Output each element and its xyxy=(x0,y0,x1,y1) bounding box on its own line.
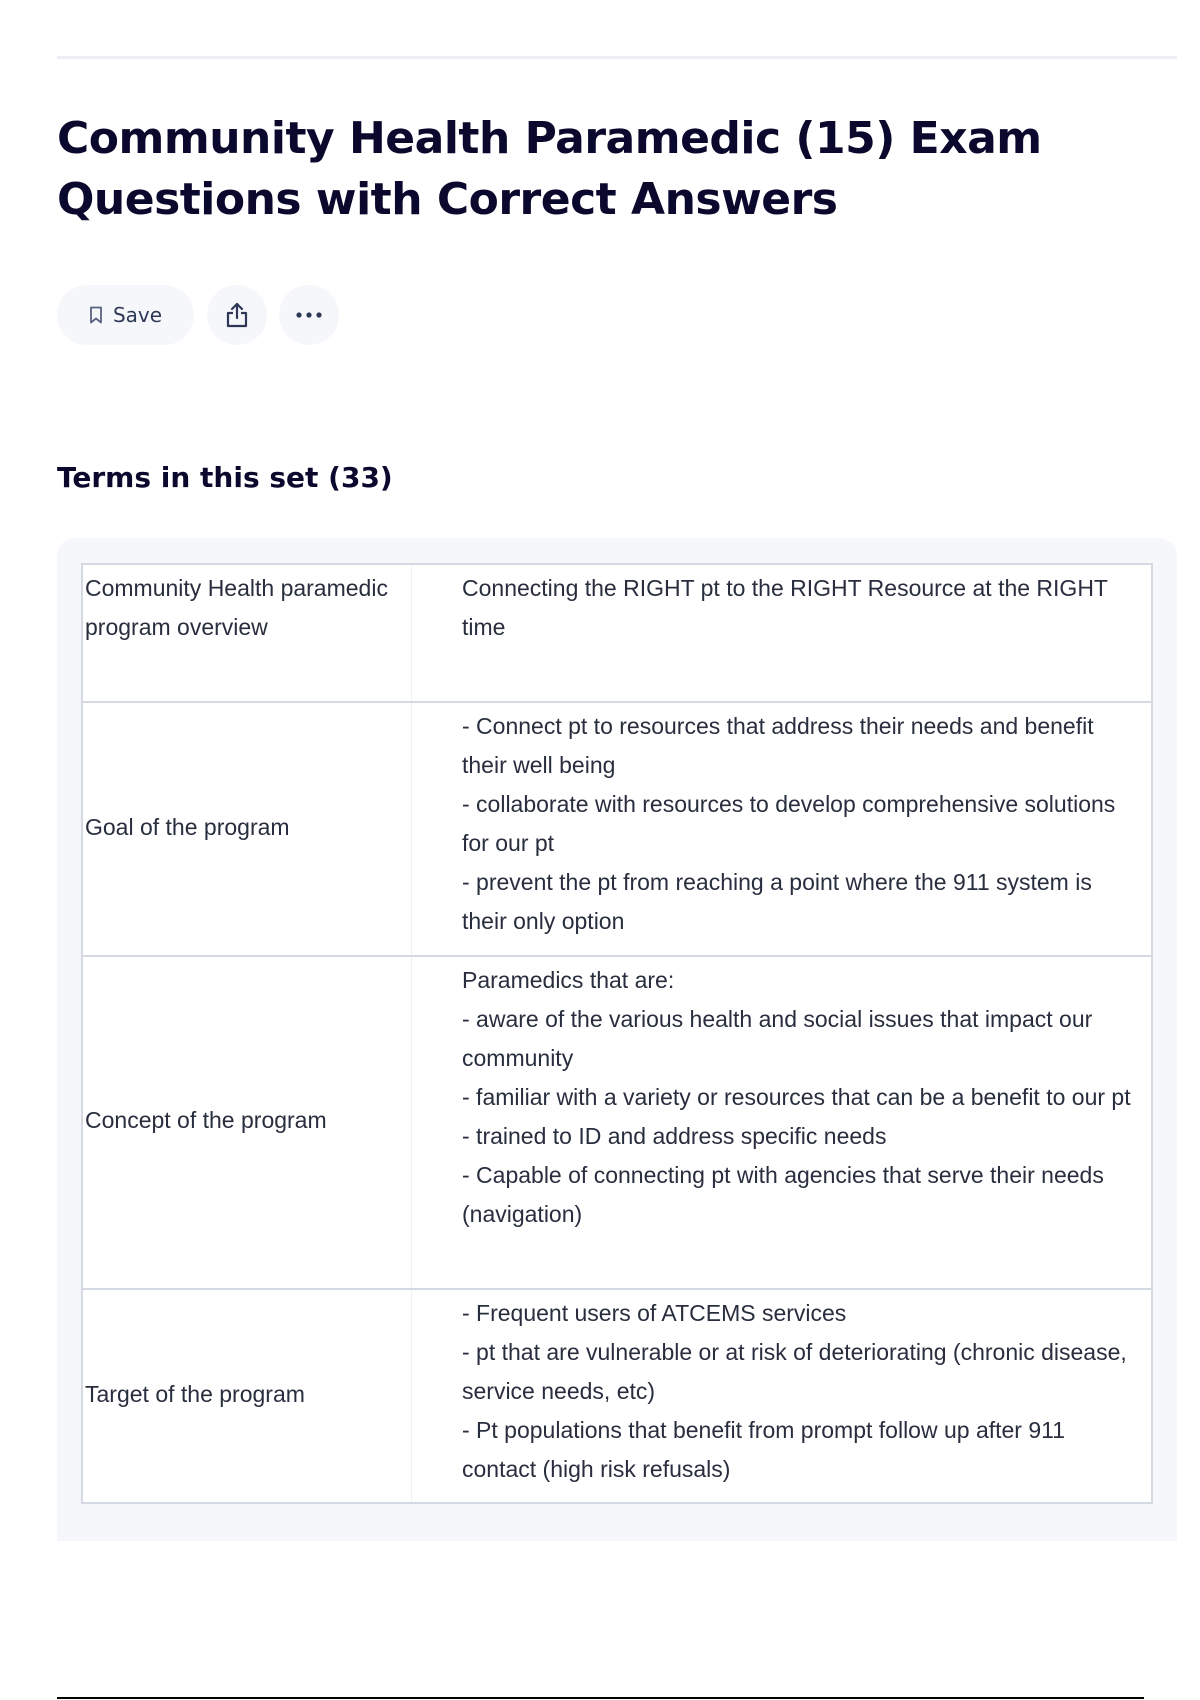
definition-text: - Connect pt to resources that address their needs and benefit their well being - collaborate with resources to develop comprehensive solutions for our pt - prevent the pt from reaching a point where the 911 system is their only option xyxy=(412,702,1153,956)
term-row xyxy=(82,956,1152,1289)
share-button[interactable] xyxy=(207,285,267,345)
term-row xyxy=(82,564,1152,702)
definition-text: - Frequent users of ATCEMS services - pt that are vulnerable or at risk of deteriorating (chronic disease, service needs, etc) - Pt populations that benefit from prompt follow up after 911 contact (high risk refusals) xyxy=(412,1289,1153,1503)
bottom-divider xyxy=(57,1697,1144,1699)
term-text: Goal of the program xyxy=(82,702,412,956)
definition-text: Paramedics that are: - aware of the various health and social issues that impact our community - familiar with a variety or resources that can be a benefit to our pt - trained to ID and address specific needs - Capable of connecting pt with agencies that serve their needs (navigation) xyxy=(412,956,1153,1289)
top-divider xyxy=(57,56,1177,59)
page-title: Community Health Paramedic (15) Exam Questions with Correct Answers xyxy=(57,113,1042,225)
save-button[interactable] xyxy=(57,285,194,345)
term-row xyxy=(82,1289,1152,1503)
bookmark-icon xyxy=(89,306,103,324)
terms-table xyxy=(81,563,1153,1504)
terms-heading: Terms in this set (33) xyxy=(57,461,393,494)
action-bar xyxy=(57,285,351,345)
save-button-label: Save xyxy=(112,303,163,327)
term-text: Community Health paramedic program overview xyxy=(82,564,412,702)
terms-panel xyxy=(57,538,1177,1541)
term-text: Target of the program xyxy=(82,1289,412,1503)
term-row xyxy=(82,702,1152,956)
share-icon xyxy=(224,301,250,329)
definition-text: Connecting the RIGHT pt to the RIGHT Resource at the RIGHT time xyxy=(412,564,1153,702)
more-options-button[interactable] xyxy=(279,285,339,345)
term-text: Concept of the program xyxy=(82,956,412,1289)
more-horizontal-icon xyxy=(295,311,323,319)
